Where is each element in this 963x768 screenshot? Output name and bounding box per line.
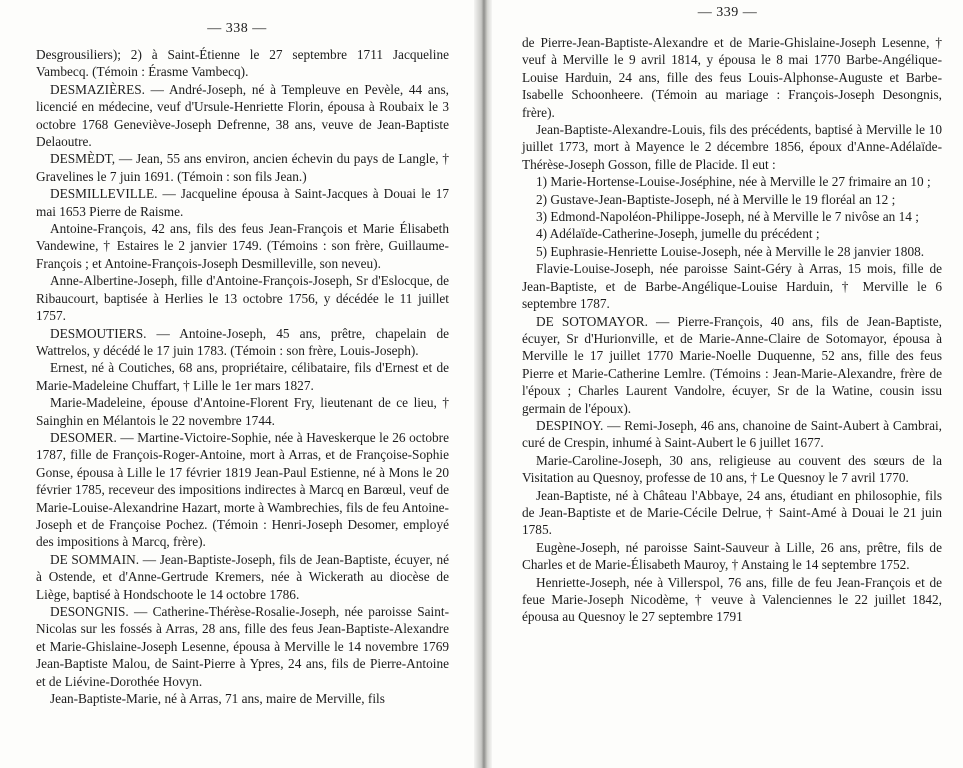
book-gutter xyxy=(474,0,492,768)
paragraph: Anne-Albertine-Joseph, fille d'Antoine-François-Joseph, Sr d'Eslocque, de Ribaucourt, baptisée à Herlies le 13 octobre 1756, y décédée le 11 juillet 1757. xyxy=(36,273,449,324)
paragraph: 4) Adélaïde-Catherine-Joseph, jumelle du précédent ; xyxy=(536,226,820,242)
paragraph: Eugène-Joseph, né paroisse Saint-Sauveur à Lille, 26 ans, prêtre, fils de Charles et de Marie-Élisabeth Mauroy, † Anstaing le 14 septembre 1752. xyxy=(522,539,942,573)
paragraph: Jean-Baptiste-Alexandre-Louis, fils des précédents, baptisé à Merville le 10 juillet 1773, mort à Mayence le 2 décembre 1856, époux d'Anne-Adélaïde-Thérèse-Joseph Gosson, fille de Placide. Il eut : xyxy=(522,122,942,172)
paragraph: Marie-Madeleine, épouse d'Antoine-Florent Fry, lieutenant de ce lieu, † Sainghin en Mélantois le 22 novembre 1744. xyxy=(36,395,449,428)
paragraph: Ernest, né à Coutiches, 68 ans, propriétaire, célibataire, fils d'Ernest et de Marie-Madeleine Chuffart, † Lille le 1er mars 1827. xyxy=(36,360,449,393)
right-page xyxy=(492,0,963,768)
paragraph: Marie-Caroline-Joseph, 30 ans, religieuse au couvent des sœurs de la Visitation au Quesnoy, professe de 10 ans, † Le Quesnoy le 7 avril 1770. xyxy=(522,452,942,486)
paragraph: Flavie-Louise-Joseph, née paroisse Saint-Géry à Arras, 15 mois, fille de Jean-Baptiste, et de Barbe-Angélique-Louise Harduin, † Merville le 6 septembre 1787. xyxy=(522,261,942,312)
page-number-right: — 339 — xyxy=(697,5,758,20)
paragraph: 3) Edmond-Napoléon-Philippe-Joseph, né à Merville le 7 nivôse an 14 ; xyxy=(536,209,919,225)
left-page-text xyxy=(36,46,449,707)
right-page-text xyxy=(522,34,942,626)
page-number-left: — 338 — xyxy=(207,21,267,36)
paragraph: de Pierre-Jean-Baptiste-Alexandre et de Marie-Ghislaine-Joseph Lesenne, † veuf à Merville le 9 avril 1814, y épousa le 8 mai 1770 Barbe-Angélique-Louise Harduin, 24 ans, fille des feus Louis-Alphonse-Auguste et Barbe-Isabelle Schoonheere. (Témoin au mariage : François-Joseph Desongnis, frère). xyxy=(522,35,942,120)
left-page xyxy=(0,0,474,768)
paragraph: Desgrousiliers); 2) à Saint-Étienne le 27 septembre 1711 Jacqueline Vambecq. (Témoin : Érasme Vambecq). xyxy=(36,47,449,80)
paragraph: DE SOMMAIN. — Jean-Baptiste-Joseph, fils de Jean-Baptiste, écuyer, né à Ostende, et d'Anne-Gertrude Kremers, née à Wickerath au diocèse de Liège, baptisé à Hondschoote le 14 octobre 1786. xyxy=(36,551,449,602)
paragraph: 5) Euphrasie-Henriette Louise-Joseph, née à Merville le 28 janvier 1808. xyxy=(536,243,925,259)
paragraph: DESMÈDT, — Jean, 55 ans environ, ancien échevin du pays de Langle, † Gravelines le 7 juin 1691. (Témoin : son fils Jean.) xyxy=(36,151,449,184)
paragraph: DESMOUTIERS. — Antoine-Joseph, 45 ans, prêtre, chapelain de Wattrelos, y décédé le 17 juin 1783. (Témoin : son frère, Louis-Joseph). xyxy=(36,325,449,358)
paragraph: DESMILLEVILLE. — Jacqueline épousa à Saint-Jacques à Douai le 17 mai 1653 Pierre de Raisme. xyxy=(36,186,449,219)
paragraph: DESOMER. — Martine-Victoire-Sophie, née à Haveskerque le 26 octobre 1787, fille de François-Roger-Antoine, mort à Arras, et de Françoise-Sophie Gonse, épousa à Lille le 17 février 1819 Jean-Paul Estienne, né à Mons le 20 février 1785, receveur des impositions indirectes à Marcq en Barœul, veuf de Marie-Louise-Alexandrine Hazart, morte à Wambrechies, fils de feu Antoine-Joseph et de Françoise Pochez. (Témoin : Henri-Joseph Desomer, employé des impositions à Marcq, frère). xyxy=(36,429,449,550)
paragraph: Jean-Baptiste-Marie, né à Arras, 71 ans, maire de Merville, fils xyxy=(50,691,385,707)
paragraph: Antoine-François, 42 ans, fils des feus Jean-François et Marie Élisabeth Vandewine, † Estaires le 2 janvier 1749. (Témoins : son frère, Guillaume-François ; et Antoine-François-Joseph Desmilleville, son neveu). xyxy=(36,221,449,271)
paragraph: 1) Marie-Hortense-Louise-Joséphine, née à Merville le 27 frimaire an 10 ; xyxy=(536,174,931,190)
paragraph: Jean-Baptiste, né à Château l'Abbaye, 24 ans, étudiant en philosophie, fils de Jean-Baptiste et de Marie-Cécile Delrue, † Saint-Amé à Douai le 21 juin 1785. xyxy=(522,487,942,538)
paragraph: DESONGNIS. — Catherine-Thérèse-Rosalie-Joseph, née paroisse Saint-Nicolas sur les fossés à Arras, 28 ans, fille des feus Jean-Baptiste-Alexandre et Marie-Ghislaine-Joseph Lesenne, épousa à Merville le 14 novembre 1769 Jean-Baptiste Malou, de Saint-Pierre à Ypres, 24 ans, fils de Pierre-Antoine et de Liévine-Dorothée Hovyn. xyxy=(36,604,449,689)
paragraph: DE SOTOMAYOR. — Pierre-François, 40 ans, fils de Jean-Baptiste, écuyer, Sr d'Hurionville, et de Marie-Anne-Claire de Sotomayor, épousa à Merville le 17 juillet 1770 Marie-Noelle Duquenne, 52 ans, fille des feus Pierre et Marie-Catherine Lemlre. (Témoins : Jean-Marie-Alexandre, frère de l'époux ; Charles Laurent Vandolre, écuyer, Sr de la Watine, cousin issu germain de l'époux). xyxy=(522,313,942,416)
paragraph: DESMAZIÈRES. — André-Joseph, né à Templeuve en Pevèle, 44 ans, licencié en médecine, veuf d'Ursule-Henriette Florin, épousa à Roubaix le 3 octobre 1768 Geneviève-Joseph Defrenne, 38 ans, veuve de Jean-Baptiste Delaoutre. xyxy=(36,81,449,150)
paragraph: 2) Gustave-Jean-Baptiste-Joseph, né à Merville le 19 floréal an 12 ; xyxy=(536,191,896,207)
paragraph: DESPINOY. — Remi-Joseph, 46 ans, chanoine de Saint-Aubert à Cambrai, curé de Crespin, inhumé à Saint-Aubert le 6 juillet 1677. xyxy=(522,417,942,451)
paragraph: Henriette-Joseph, née à Villerspol, 76 ans, fille de feu Jean-François et de feue Marie-Joseph Nicodème, † veuve à Valenciennes le 22 juillet 1842, épousa au Quesnoy le 27 septembre 1791 xyxy=(522,574,942,625)
